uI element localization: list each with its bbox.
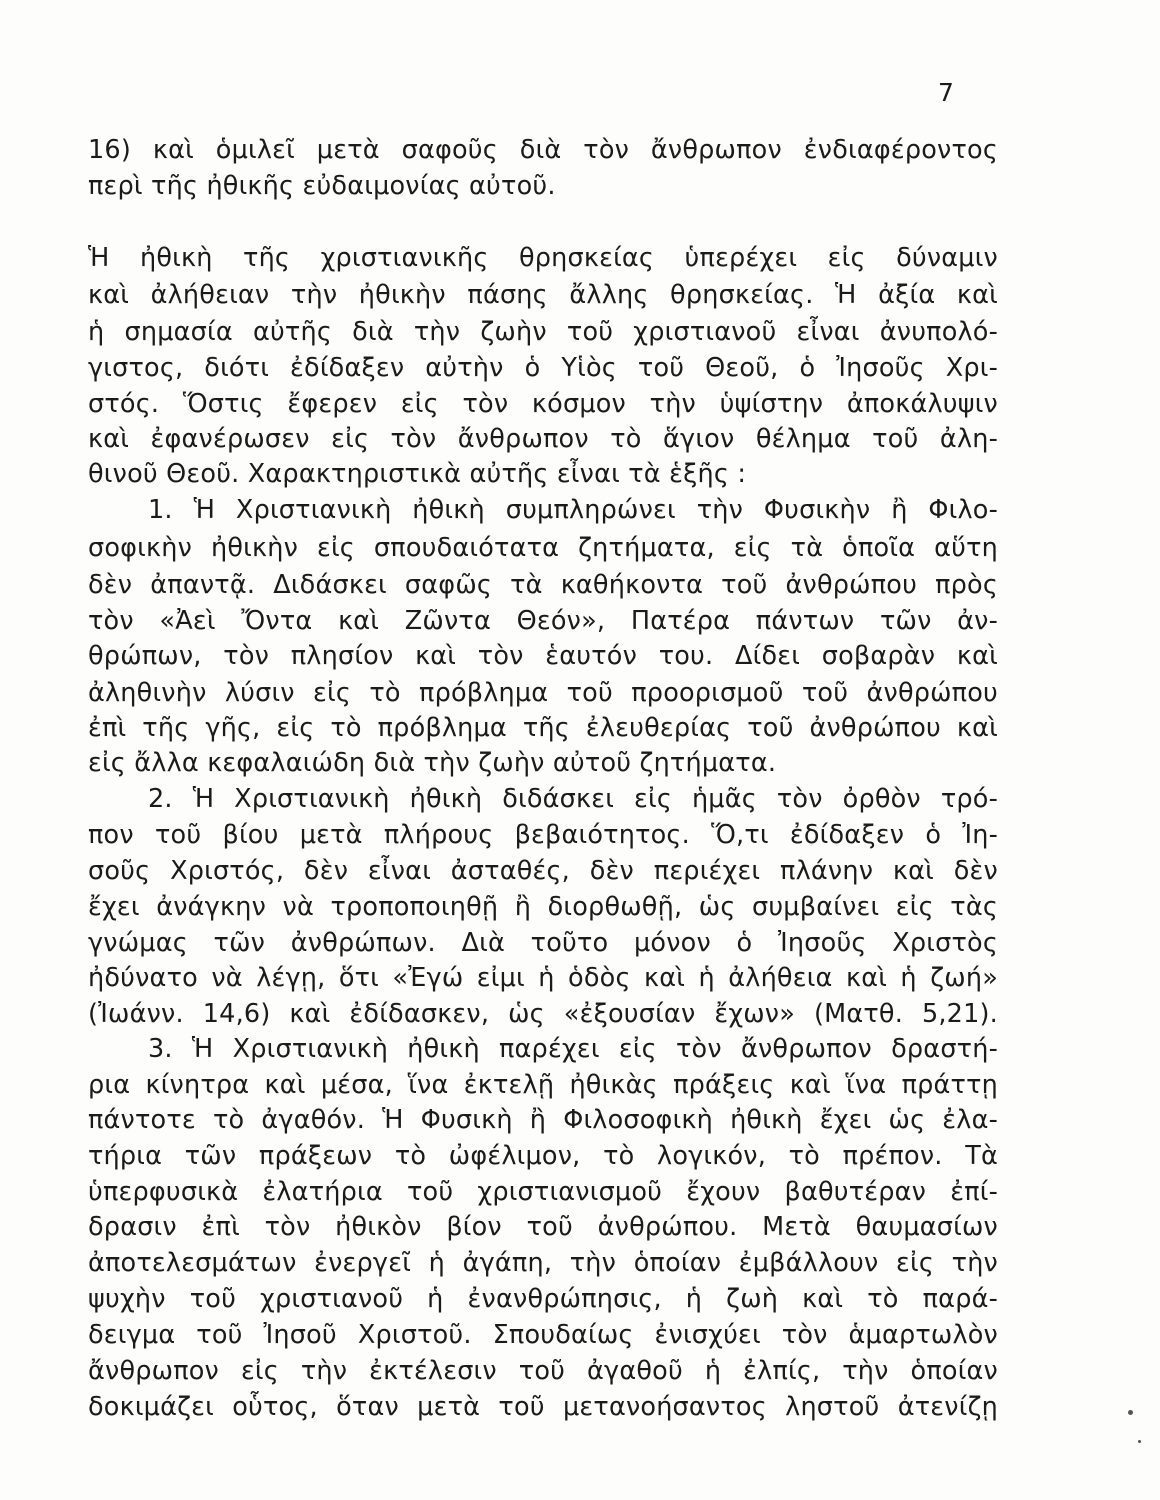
text-line: ψυχὴν τοῦ χριστιανοῦ ἡ ἐνανθρώπησις, ἡ ζωὴ καὶ τὸ παρά- bbox=[88, 1284, 998, 1314]
page-number: 7 bbox=[938, 78, 954, 107]
text-line: ἀποτελεσμάτων ἐνεργεῖ ἡ ἀγάπη, τὴν ὁποίαν ἐμβάλλουν εἰς τὴν bbox=[88, 1248, 998, 1278]
text-line: γιστος, διότι ἐδίδαξεν αὐτὴν ὁ Υἱὸς τοῦ Θεοῦ, ὁ Ἰησοῦς Χρι- bbox=[88, 353, 998, 383]
text-line: θρώπων, τὸν πλησίον καὶ τὸν ἑαυτόν του. Δίδει σοβαρὰν καὶ bbox=[88, 641, 998, 671]
speck-mark bbox=[1128, 1410, 1133, 1415]
text-line: ἀληθινὴν λύσιν εἰς τὸ πρόβλημα τοῦ προορισμοῦ τοῦ ἀνθρώπου bbox=[88, 678, 998, 708]
text-line: τήρια τῶν πράξεων τὸ ὠφέλιμον, τὸ λογικόν, τὸ πρέπον. Τὰ bbox=[88, 1141, 998, 1171]
text-line: δοκιμάζει οὗτος, ὅταν μετὰ τοῦ μετανοήσαντος ληστοῦ ἀτενίζῃ bbox=[88, 1392, 998, 1422]
text-line: 16) καὶ ὁμιλεῖ μετὰ σαφοῦς διὰ τὸν ἄνθρωπον ἐνδιαφέροντος bbox=[88, 135, 998, 165]
text-line: ἐπὶ τῆς γῆς, εἰς τὸ πρόβλημα τῆς ἐλευθερίας τοῦ ἀνθρώπου καὶ bbox=[88, 713, 998, 743]
text-line: περὶ τῆς ἠθικῆς εὐδαιμονίας αὐτοῦ. bbox=[88, 171, 556, 201]
text-line: ἄνθρωπον εἰς τὴν ἐκτέλεσιν τοῦ ἀγαθοῦ ἡ ἐλπίς, τὴν ὁποίαν bbox=[88, 1356, 998, 1386]
text-line: εἰς ἄλλα κεφαλαιώδη διὰ τὴν ζωὴν αὐτοῦ ζητήματα. bbox=[88, 748, 777, 778]
text-line: 1. Ἡ Χριστιανικὴ ἠθικὴ συμπληρώνει τὴν Φυσικὴν ἢ Φιλο- bbox=[148, 495, 998, 525]
text-line: δὲν ἀπαντᾷ. Διδάσκει σαφῶς τὰ καθήκοντα τοῦ ἀνθρώπου πρὸς bbox=[88, 570, 998, 600]
text-line: 2. Ἡ Χριστιανικὴ ἠθικὴ διδάσκει εἰς ἡμᾶς τὸν ὀρθὸν τρό- bbox=[148, 784, 998, 814]
text-line: θινοῦ Θεοῦ. Χαρακτηριστικὰ αὐτῆς εἶναι τὰ ἑξῆς : bbox=[88, 459, 747, 489]
text-line: ὑπερφυσικὰ ἐλατήρια τοῦ χριστιανισμοῦ ἔχουν βαθυτέραν ἐπί- bbox=[88, 1177, 998, 1207]
speck-mark bbox=[1138, 1440, 1141, 1443]
text-line: σοφικὴν ἠθικὴν εἰς σπουδαιότατα ζητήματα, εἰς τὰ ὁποῖα αὕτη bbox=[88, 533, 998, 563]
text-line: (Ἰωάνν. 14,6) καὶ ἐδίδασκεν, ὡς «ἐξουσίαν ἔχων» (Ματθ. 5,21). bbox=[88, 999, 998, 1029]
text-line: δειγμα τοῦ Ἰησοῦ Χριστοῦ. Σπουδαίως ἐνισχύει τὸν ἁμαρτωλὸν bbox=[88, 1320, 998, 1350]
text-line: δρασιν ἐπὶ τὸν ἠθικὸν βίον τοῦ ἀνθρώπου. Μετὰ θαυμασίων bbox=[88, 1212, 998, 1242]
text-line: στός. Ὅστις ἔφερεν εἰς τὸν κόσμον τὴν ὑψίστην ἀποκάλυψιν bbox=[88, 389, 998, 419]
text-line: Ἡ ἠθικὴ τῆς χριστιανικῆς θρησκείας ὑπερέχει εἰς δύναμιν bbox=[88, 243, 998, 273]
text-line: ἠδύνατο νὰ λέγῃ, ὅτι «Ἐγώ εἰμι ἡ ὁδὸς καὶ ἡ ἀλήθεια καὶ ἡ ζωή» bbox=[88, 963, 998, 993]
text-line: ἡ σημασία αὐτῆς διὰ τὴν ζωὴν τοῦ χριστιανοῦ εἶναι ἀνυπολό- bbox=[88, 317, 998, 347]
text-line: ρια κίνητρα καὶ μέσα, ἵνα ἐκτελῇ ἠθικὰς πράξεις καὶ ἵνα πράττῃ bbox=[88, 1070, 998, 1100]
text-line: πον τοῦ βίου μετὰ πλήρους βεβαιότητος. Ὅ,τι ἐδίδαξεν ὁ Ἰη- bbox=[88, 820, 998, 850]
text-line: πάντοτε τὸ ἀγαθόν. Ἡ Φυσικὴ ἢ Φιλοσοφικὴ ἠθικὴ ἔχει ὡς ἐλα- bbox=[88, 1105, 998, 1135]
text-line: καὶ ἐφανέρωσεν εἰς τὸν ἄνθρωπον τὸ ἅγιον θέλημα τοῦ ἀλη- bbox=[88, 424, 998, 454]
text-line: 3. Ἡ Χριστιανικὴ ἠθικὴ παρέχει εἰς τὸν ἄνθρωπον δραστή- bbox=[148, 1034, 998, 1064]
text-line: γνώμας τῶν ἀνθρώπων. Διὰ τοῦτο μόνον ὁ Ἰησοῦς Χριστὸς bbox=[88, 928, 998, 958]
text-line: ἔχει ἀνάγκην νὰ τροποποιηθῇ ἢ διορθωθῇ, ὡς συμβαίνει εἰς τὰς bbox=[88, 892, 998, 922]
text-line: καὶ ἀλήθειαν τὴν ἠθικὴν πάσης ἄλλης θρησκείας. Ἡ ἀξία καὶ bbox=[88, 280, 998, 310]
text-line: σοῦς Χριστός, δὲν εἶναι ἀσταθές, δὲν περιέχει πλάνην καὶ δὲν bbox=[88, 856, 998, 886]
text-line: τὸν «Ἀεὶ Ὄντα καὶ Ζῶντα Θεόν», Πατέρα πάντων τῶν ἀν- bbox=[88, 606, 998, 636]
